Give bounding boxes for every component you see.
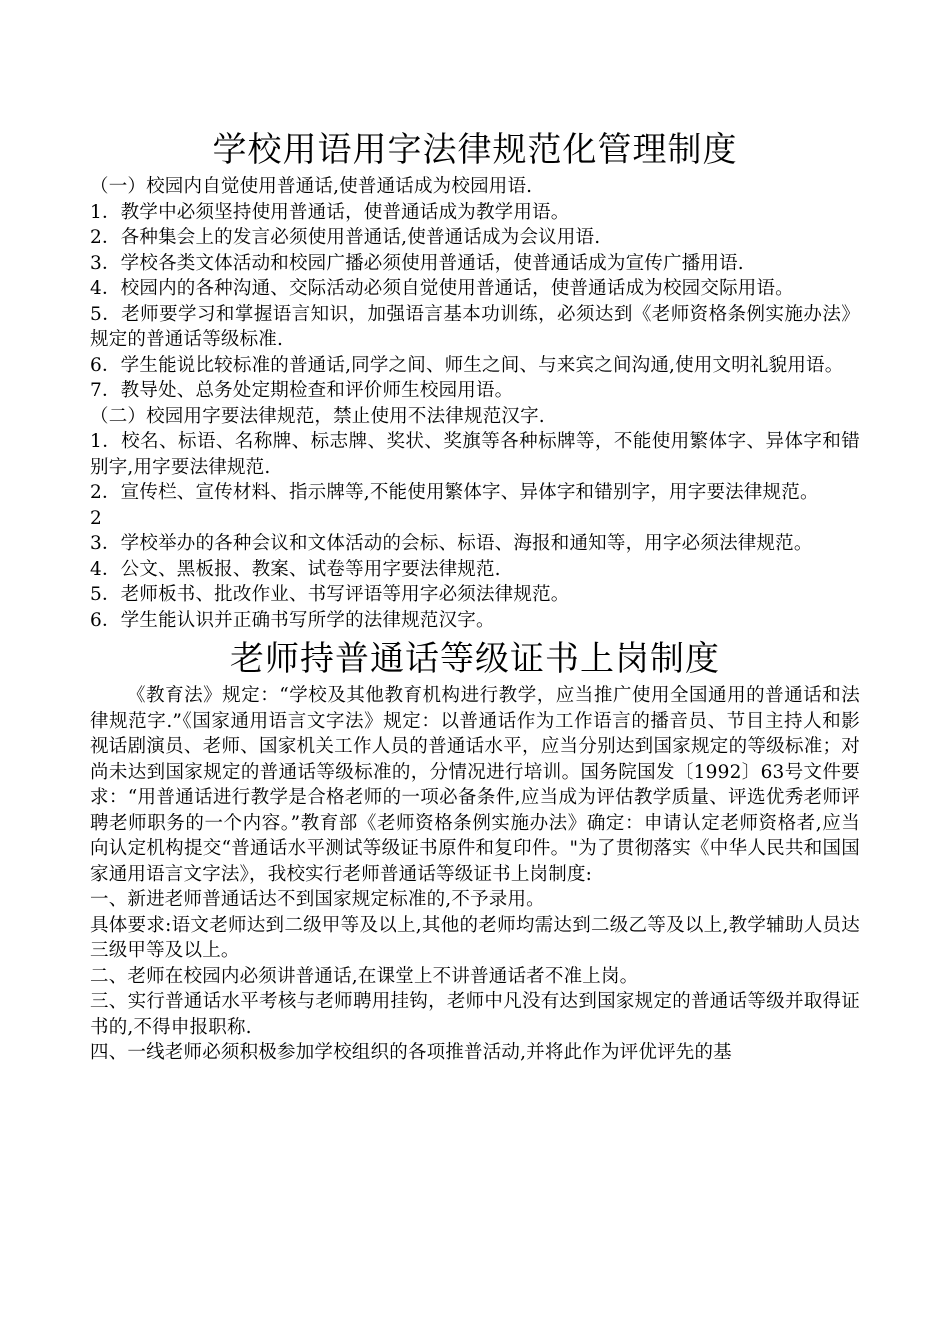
section1-para: 1．教学中必须坚持使用普通话，使普通话成为教学用语。 bbox=[90, 201, 570, 223]
section1-para: 1．校名、标语、名称牌、标志牌、奖状、奖旗等各种标牌等，不能使用繁体字、异体字和错别字,用字要法律规范. bbox=[90, 431, 860, 478]
section1-para: 7．教导处、总务处定期检查和评价师生校园用语。 bbox=[90, 380, 514, 401]
section1-para: 2 bbox=[90, 507, 102, 529]
section2-title: 老师持普通话等级证书上岗制度 bbox=[230, 639, 720, 679]
section1-para: 3．学校各类文体活动和校园广播必须使用普通话，使普通话成为宣传广播用语. bbox=[90, 252, 744, 274]
section2-para: 四、一线老师必须积极参加学校组织的各项推普活动,并将此作为评优评先的基 bbox=[90, 1042, 732, 1063]
section1-title: 学校用语用字法律规范化管理制度 bbox=[212, 130, 738, 170]
section1-para: 3．学校举办的各种会议和文体活动的会标、标语、海报和通知等，用字必须法律规范。 bbox=[90, 533, 813, 554]
section1-para: 2．各种集会上的发言必须使用普通话,使普通话成为会议用语. bbox=[90, 227, 601, 248]
section1-para: （二）校园用字要法律规范，禁止使用不法律规范汉字. bbox=[90, 405, 545, 427]
section2-para: 二、老师在校园内必须讲普通话,在课堂上不讲普通话者不准上岗。 bbox=[90, 965, 639, 987]
section1-para: 2．宣传栏、宣传材料、指示牌等,不能使用繁体字、异体字和错别字，用字要法律规范。 bbox=[90, 482, 819, 503]
section1-para: 5．老师要学习和掌握语言知识，加强语言基本功训练，必须达到《老师资格条例实施办法》规定的普通话等级标准. bbox=[90, 303, 860, 350]
section1-para: 6．学生能说比较标准的普通话,同学之间、师生之间、与来宾之间沟通,使用文明礼貌用语。 bbox=[90, 354, 844, 376]
section2-intro: 《教育法》规定：“学校及其他教育机构进行教学，应当推广使用全国通用的普通话和法律规范字.”《国家通用语言文字法》规定：以普通话作为工作语言的播音员、节目主持人和影视话剧演员、老师、国家机关工作人员的普通话水平，应当分别达到国家规定的等级标准；对尚未达到国家规定的普通话等级标准的，分情况进行培训。国务院国发〔1992〕63号文件要求：“用普通话进行教学是合格老师的一项必备条件,应当成为评估教学质量、评选优秀老师评聘老师职务的一个内容。”教育部《老师资格条例实施办法》确定：申请认定老师资格者,应当向认定机构提交“普通话水平测试等级证书原件和复印件。"为了贯彻落实《中华人民共和国国家通用语言文字法》，我校实行老师普通话等级证书上岗制度: bbox=[90, 685, 860, 885]
section2-para: 一、新进老师普通话达不到国家规定标准的,不予录用。 bbox=[90, 889, 545, 910]
section1-para: 4．公文、黑板报、教案、试卷等用字要法律规范. bbox=[90, 558, 501, 580]
document-page bbox=[90, 126, 860, 1066]
section1-para: 6．学生能认识并正确书写所学的法律规范汉字。 bbox=[90, 609, 495, 631]
section1-para: 5．老师板书、批改作业、书写评语等用字必须法律规范。 bbox=[90, 584, 570, 605]
section1-para: （一）校园内自觉使用普通话,使普通话成为校园用语. bbox=[90, 176, 533, 197]
section2-para: 具体要求:语文老师达到二级甲等及以上,其他的老师均需达到二级乙等及以上,教学辅助人员达三级甲等及以上。 bbox=[90, 914, 860, 961]
section2-para: 三、实行普通话水平考核与老师聘用挂钩，老师中凡没有达到国家规定的普通话等级并取得证书的,不得申报职称. bbox=[90, 991, 860, 1038]
section1-para: 4．校园内的各种沟通、交际活动必须自觉使用普通话，使普通话成为校园交际用语。 bbox=[90, 278, 794, 299]
